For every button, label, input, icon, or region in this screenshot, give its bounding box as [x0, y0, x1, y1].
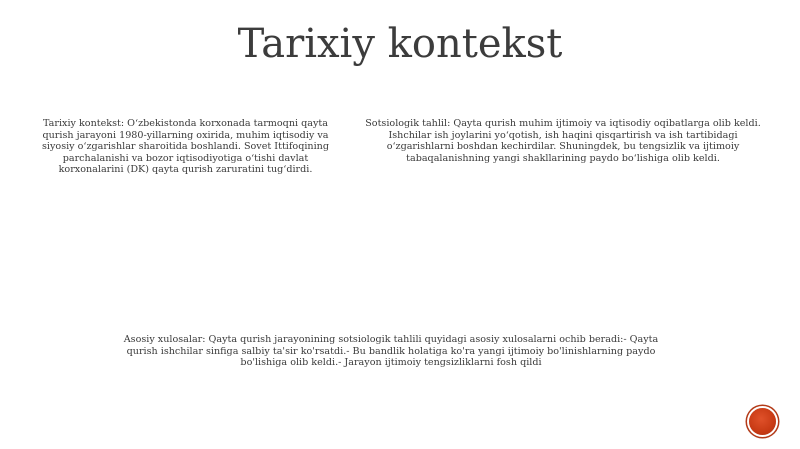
nav-circle-button[interactable] — [749, 408, 776, 435]
sociological-analysis-text: Sotsiologik tahlil: Qayta qurish muhim ijtimoiy va iqtisodiy oqibatlarga olib keldi. Ishchilar ish joylarini yo‘qotish, ish haqini qisqartirish va ish tartibidagi o‘zgarishlarni boshdan kechirdilar. Shuningdek, bu tengsizlik va ijtimoiy tabaqalanishning yangi shakllarining paydo bo‘lishiga olib keldi. — [365, 118, 761, 164]
slide-title: Tarixiy kontekst — [237, 21, 563, 67]
historical-context-text: Tarixiy kontekst: O‘zbekistonda korxonada tarmoqni qayta qurish jarayoni 1980-yillarning oxirida, muhim iqtisodiy va siyosiy o‘zgarishlar sharoitida boshlandi. Sovet Ittifoqining parchalanishi va bozor iqtisodiyotiga o‘tishi davlat korxonalarini (DK) qayta qurish zaruratini tug‘dirdi. — [42, 118, 329, 176]
key-conclusions-text: Asosiy xulosalar: Qayta qurish jarayonining sotsiologik tahlili quyidagi asosiy xulosalarni ochib beradi:- Qayta qurish ishchilar sinfiga salbiy ta'sir ko'rsatdi.- Bu bandlik holatiga ko'ra yangi ijtimoiy bo'linishlarning paydo bo'lishiga olib keldi.- Jarayon ijtimoiy tengsizliklarni fosh qildi — [123, 334, 659, 369]
